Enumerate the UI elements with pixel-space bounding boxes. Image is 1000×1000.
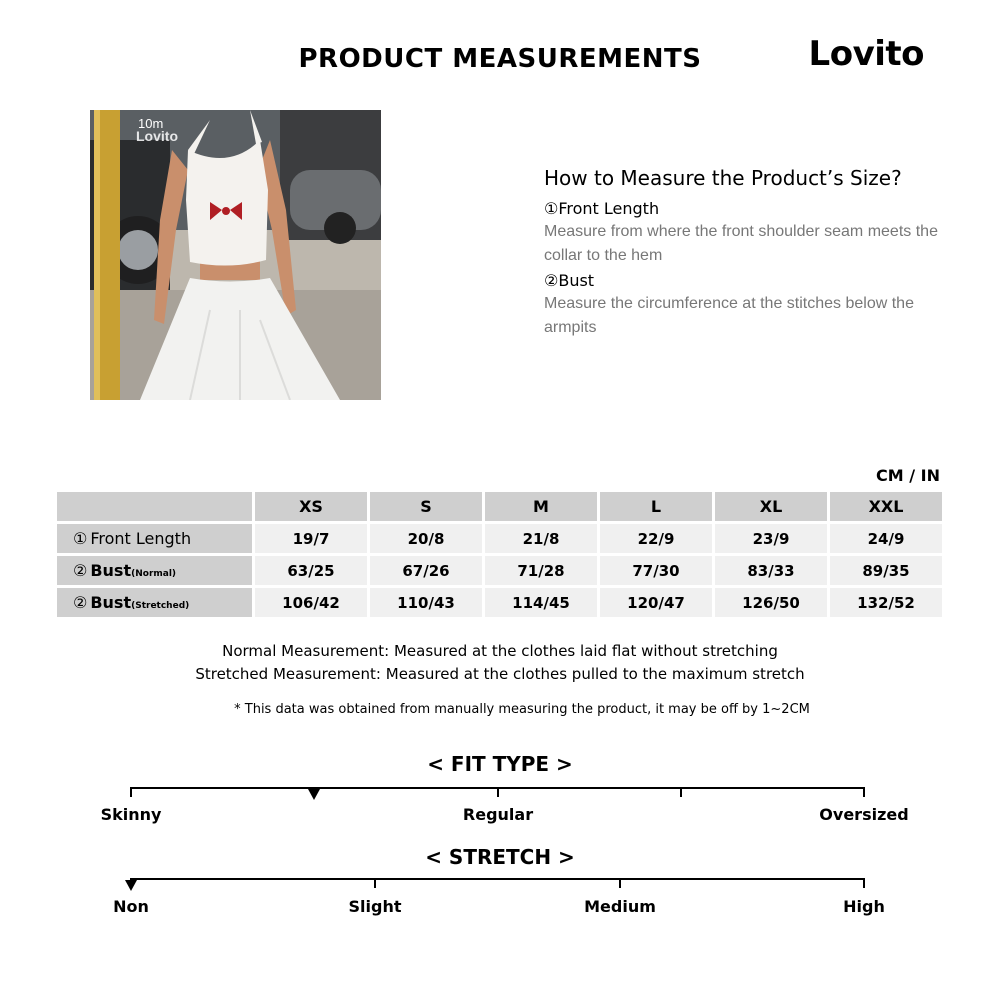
stretch-tick	[374, 878, 376, 888]
size-header-m: M	[485, 492, 597, 521]
disclaimer-note: * This data was obtained from manually measuring the product, it may be off by 1~2CM	[234, 702, 810, 717]
stretch-tick	[619, 878, 621, 888]
stretch-label-non: Non	[113, 897, 149, 916]
bust-description: Measure the circumference at the stitches below the armpits	[544, 295, 914, 336]
how-to-measure-section	[544, 166, 944, 342]
row-label-number: ②	[73, 561, 88, 580]
table-cell: 71/28	[485, 556, 597, 585]
table-cell: 63/25	[255, 556, 367, 585]
row-label-subtext: (Stretched)	[131, 601, 190, 611]
stretch-tick	[863, 878, 865, 888]
table-cell: 83/33	[715, 556, 827, 585]
table-cell: 120/47	[600, 588, 712, 617]
normal-measurement-note: Normal Measurement: Measured at the clothes laid flat without stretching	[222, 642, 778, 660]
fit-type-label-skinny: Skinny	[100, 805, 162, 824]
size-header-xxl: XXL	[830, 492, 942, 521]
stretch-marker	[125, 880, 137, 891]
size-header-s: S	[370, 492, 482, 521]
product-photo-illustration	[90, 110, 381, 400]
fit-type-marker	[308, 789, 320, 800]
front-length-title: ①Front Length	[544, 199, 660, 218]
stretch-label-medium: Medium	[584, 897, 656, 916]
stretch-label-slight: Slight	[348, 897, 402, 916]
table-cell: 89/35	[830, 556, 942, 585]
table-row	[57, 524, 942, 553]
table-row	[57, 588, 942, 617]
row-label-text: Bust	[90, 561, 132, 580]
row-label-front-length	[57, 524, 252, 553]
table-cell: 22/9	[600, 524, 712, 553]
table-cell: 114/45	[485, 588, 597, 617]
size-header-l: L	[600, 492, 712, 521]
table-cell: 23/9	[715, 524, 827, 553]
fit-type-tick	[130, 787, 132, 797]
fit-type-tick	[497, 787, 499, 797]
stretch-scale-line	[130, 878, 865, 880]
product-photo	[90, 110, 381, 400]
brand-logo: Lovito	[808, 34, 924, 74]
unit-label: CM / IN	[876, 466, 940, 485]
table-cell: 126/50	[715, 588, 827, 617]
front-length-description: Measure from where the front shoulder seam meets the collar to the hem	[544, 223, 938, 264]
table-corner-cell	[57, 492, 252, 521]
fit-type-tick	[680, 787, 682, 797]
row-label-number: ②	[73, 593, 88, 612]
table-cell: 67/26	[370, 556, 482, 585]
table-cell: 20/8	[370, 524, 482, 553]
row-label-number: ①	[73, 529, 88, 548]
size-header-xs: XS	[255, 492, 367, 521]
stretch-label-high: High	[843, 897, 885, 916]
table-cell: 19/7	[255, 524, 367, 553]
size-table	[54, 489, 945, 620]
fit-type-title: < FIT TYPE >	[427, 752, 573, 776]
table-header-row	[57, 492, 942, 521]
stretched-measurement-note: Stretched Measurement: Measured at the clothes pulled to the maximum stretch	[195, 665, 805, 683]
stretch-title: < STRETCH >	[425, 845, 575, 869]
row-label-bust-normal	[57, 556, 252, 585]
bust-title: ②Bust	[544, 271, 595, 290]
how-to-measure-heading: How to Measure the Product’s Size?	[544, 166, 902, 190]
row-label-text: Bust	[90, 593, 132, 612]
table-cell: 132/52	[830, 588, 942, 617]
fit-type-tick	[863, 787, 865, 797]
fit-type-label-oversized: Oversized	[819, 805, 909, 824]
table-row	[57, 556, 942, 585]
row-label-text: Front Length	[90, 529, 192, 548]
photo-sign-text: 10m	[138, 116, 164, 131]
photo-watermark: Lovito	[136, 128, 178, 144]
table-cell: 21/8	[485, 524, 597, 553]
table-cell: 77/30	[600, 556, 712, 585]
table-cell: 24/9	[830, 524, 942, 553]
size-header-xl: XL	[715, 492, 827, 521]
table-cell: 106/42	[255, 588, 367, 617]
top	[186, 140, 268, 266]
table-cell: 110/43	[370, 588, 482, 617]
fit-type-label-regular: Regular	[462, 805, 534, 824]
row-label-bust-stretched	[57, 588, 252, 617]
row-label-subtext: (Normal)	[131, 569, 177, 579]
page-title: PRODUCT MEASUREMENTS	[298, 44, 702, 74]
